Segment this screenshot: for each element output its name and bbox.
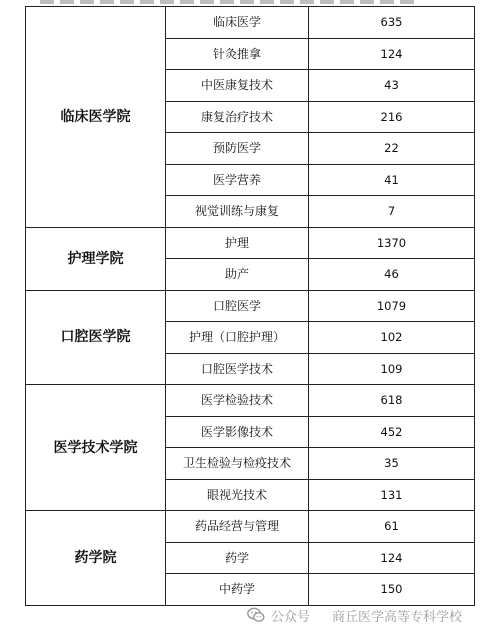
major-cell: 护理 bbox=[166, 227, 309, 259]
major-cell: 医学检验技术 bbox=[166, 385, 309, 417]
major-cell: 药学 bbox=[166, 542, 309, 574]
count-cell: 124 bbox=[309, 38, 475, 70]
count-cell: 61 bbox=[309, 511, 475, 543]
count-cell: 635 bbox=[309, 7, 475, 39]
major-cell: 卫生检验与检疫技术 bbox=[166, 448, 309, 480]
table-row bbox=[26, 290, 475, 322]
enrollment-table bbox=[25, 6, 475, 606]
major-cell: 口腔医学 bbox=[166, 290, 309, 322]
wechat-account-watermark bbox=[247, 604, 462, 626]
count-cell: 41 bbox=[309, 164, 475, 196]
table-row bbox=[26, 385, 475, 417]
count-cell: 1079 bbox=[309, 290, 475, 322]
watermark-platform: 公众号 bbox=[271, 609, 311, 625]
count-cell: 43 bbox=[309, 70, 475, 102]
major-cell: 预防医学 bbox=[166, 133, 309, 165]
major-cell: 康复治疗技术 bbox=[166, 101, 309, 133]
count-cell: 109 bbox=[309, 353, 475, 385]
major-cell: 药品经营与管理 bbox=[166, 511, 309, 543]
count-cell: 124 bbox=[309, 542, 475, 574]
count-cell: 216 bbox=[309, 101, 475, 133]
major-cell: 护理（口腔护理） bbox=[166, 322, 309, 354]
count-cell: 35 bbox=[309, 448, 475, 480]
count-cell: 452 bbox=[309, 416, 475, 448]
table-row bbox=[26, 511, 475, 543]
cropped-header-fragment bbox=[40, 0, 420, 4]
count-cell: 102 bbox=[309, 322, 475, 354]
major-cell: 医学影像技术 bbox=[166, 416, 309, 448]
major-cell: 中医康复技术 bbox=[166, 70, 309, 102]
major-cell: 临床医学 bbox=[166, 7, 309, 39]
college-cell: 临床医学院 bbox=[26, 7, 166, 228]
major-cell: 医学营养 bbox=[166, 164, 309, 196]
major-cell: 眼视光技术 bbox=[166, 479, 309, 511]
watermark-account-name: 商丘医学高等专科学校 bbox=[332, 609, 463, 625]
count-cell: 150 bbox=[309, 574, 475, 606]
wechat-logo-icon bbox=[247, 607, 265, 623]
table-row bbox=[26, 7, 475, 39]
count-cell: 1370 bbox=[309, 227, 475, 259]
major-cell: 视觉训练与康复 bbox=[166, 196, 309, 228]
count-cell: 46 bbox=[309, 259, 475, 291]
count-cell: 131 bbox=[309, 479, 475, 511]
major-cell: 助产 bbox=[166, 259, 309, 291]
count-cell: 7 bbox=[309, 196, 475, 228]
count-cell: 618 bbox=[309, 385, 475, 417]
count-cell: 22 bbox=[309, 133, 475, 165]
major-cell: 针灸推拿 bbox=[166, 38, 309, 70]
enrollment-table-body bbox=[26, 7, 475, 606]
college-cell: 口腔医学院 bbox=[26, 290, 166, 385]
college-cell: 药学院 bbox=[26, 511, 166, 606]
college-cell: 医学技术学院 bbox=[26, 385, 166, 511]
major-cell: 口腔医学技术 bbox=[166, 353, 309, 385]
table-row bbox=[26, 227, 475, 259]
college-cell: 护理学院 bbox=[26, 227, 166, 290]
major-cell: 中药学 bbox=[166, 574, 309, 606]
